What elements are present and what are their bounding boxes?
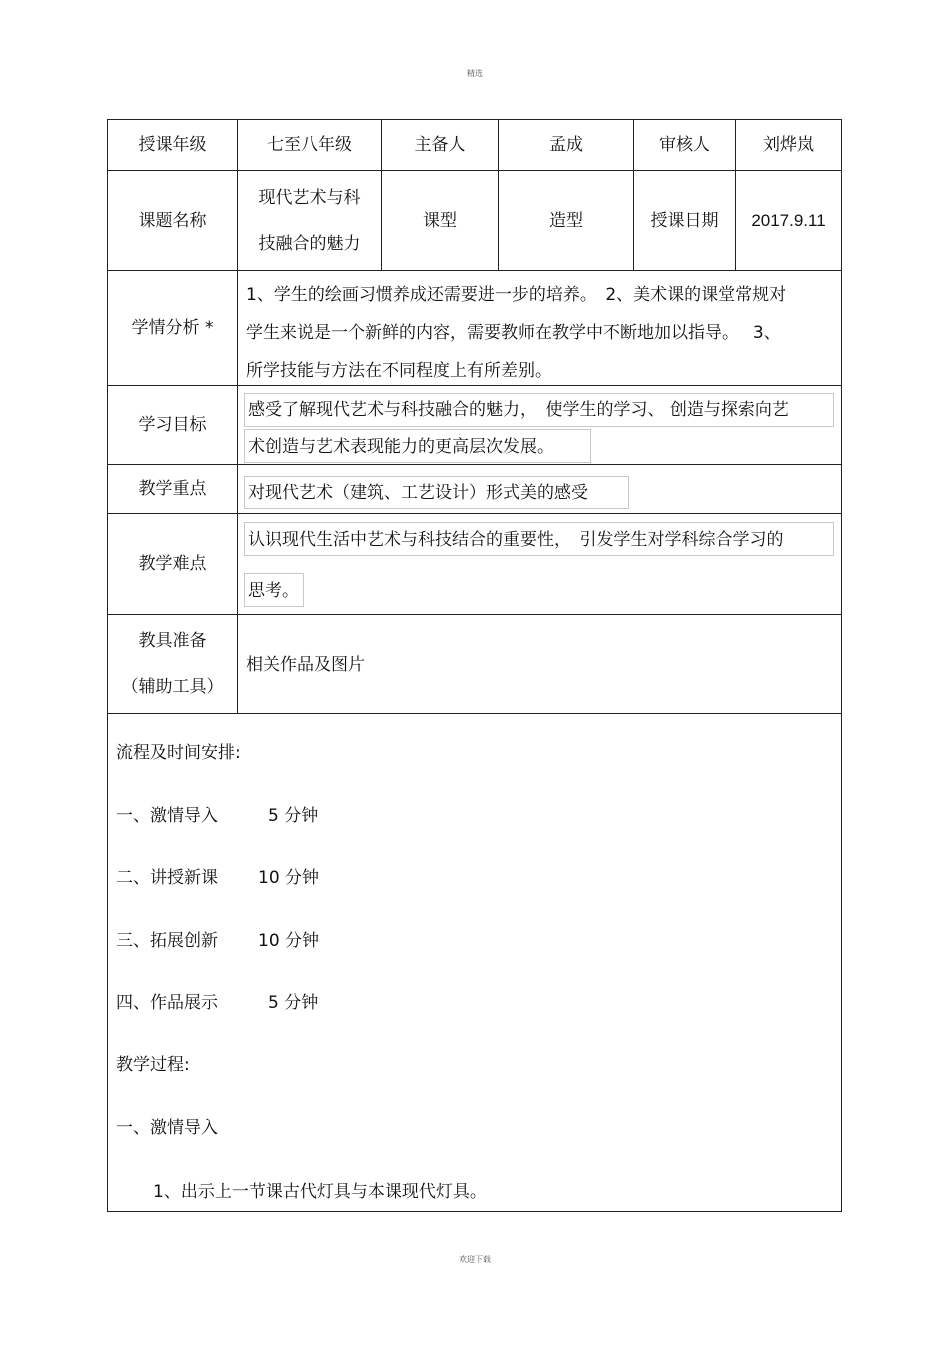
- analysis-label: 学情分析 *: [131, 318, 214, 338]
- reviewer-label: 审核人: [659, 135, 710, 155]
- schedule-item-name: 四、作品展示: [116, 993, 218, 1013]
- type-value: 造型: [549, 210, 583, 231]
- tools-label-line: 教具准备: [138, 631, 207, 651]
- topic-value-line: 现代艺术与科: [258, 187, 361, 208]
- author-value: 孟成: [549, 135, 583, 155]
- key-text: 对现代艺术（建筑、工艺设计）形式美的感受: [248, 483, 588, 503]
- tools-text: 相关作品及图片: [246, 655, 365, 675]
- date-label: 授课日期: [650, 210, 719, 231]
- schedule-item-name: 一、激情导入: [116, 806, 218, 826]
- difficulty-label: 教学难点: [138, 554, 207, 574]
- analysis-line: 学生来说是一个新鲜的内容，需要教师在教学中不断地加以指导。 3、: [246, 323, 781, 343]
- schedule-item-name: 二、讲授新课: [116, 868, 218, 888]
- key-label: 教学重点: [138, 479, 207, 499]
- goal-line: 感受了解现代艺术与科技融合的魅力， 使学生的学习、 创造与探索向艺: [248, 400, 789, 420]
- difficulty-line: 认识现代生活中艺术与科技结合的重要性， 引发学生对学科综合学习的: [248, 530, 784, 550]
- date-value: 2017.9.11: [751, 210, 826, 230]
- lesson-plan-table: [107, 119, 842, 1212]
- reviewer-value: 刘烨岚: [763, 135, 814, 155]
- analysis-line: 1、学生的绘画习惯养成还需要进一步的培养。 2、美术课的课堂常规对: [246, 285, 787, 305]
- schedule-item-time: 10 分钟: [258, 868, 320, 888]
- difficulty-line: 思考。: [248, 581, 299, 601]
- row-divider: [108, 713, 841, 714]
- process-section: 一、激情导入: [116, 1118, 218, 1138]
- author-label: 主备人: [414, 135, 466, 155]
- topic-value-line: 技融合的魅力: [258, 233, 361, 254]
- process-step: 1、出示上一节课古代灯具与本课现代灯具。: [153, 1182, 487, 1202]
- schedule-item-name: 三、拓展创新: [116, 931, 218, 951]
- goal-label: 学习目标: [138, 415, 207, 435]
- goal-line: 术创造与艺术表现能力的更高层次发展。: [248, 437, 554, 457]
- page-header: 精选: [467, 69, 483, 78]
- page-footer: 欢迎下载: [459, 1255, 491, 1264]
- analysis-line: 所学技能与方法在不同程度上有所差别。: [246, 361, 552, 381]
- tools-label-line: （辅助工具）: [121, 677, 224, 697]
- schedule-title: 流程及时间安排:: [116, 743, 241, 763]
- schedule-item-time: 5 分钟: [268, 806, 319, 826]
- topic-value: [238, 171, 381, 270]
- schedule-item-time: 10 分钟: [258, 931, 320, 951]
- grade-value: 七至八年级: [267, 135, 352, 155]
- process-title: 教学过程:: [116, 1055, 190, 1075]
- topic-label: 课题名称: [138, 210, 207, 231]
- tools-label: [108, 615, 237, 713]
- type-label: 课型: [423, 210, 457, 231]
- analysis-text: [246, 283, 836, 383]
- grade-label: 授课年级: [138, 135, 207, 155]
- schedule-item-time: 5 分钟: [268, 993, 319, 1013]
